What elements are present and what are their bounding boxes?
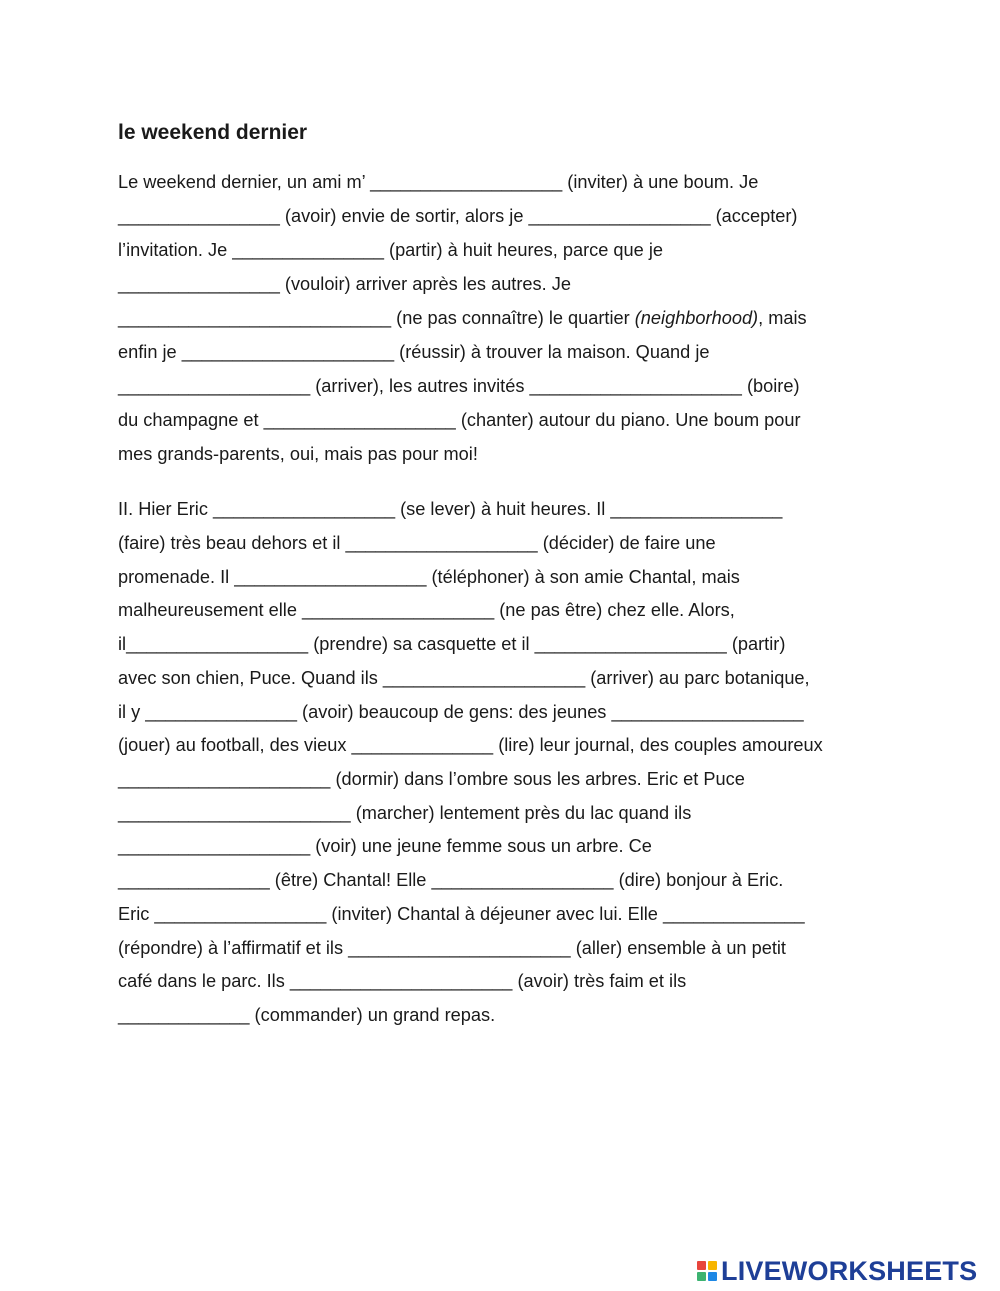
text-line: avec son chien, Puce. Quand ils ____________________ (arriver) au parc botanique, <box>118 668 810 688</box>
text-line: _____________________ (dormir) dans l’ombre sous les arbres. Eric et Puce <box>118 769 745 789</box>
italic-term: (neighborhood) <box>634 308 759 328</box>
logo-text: LIVEWORKSHEETS <box>721 1255 978 1286</box>
text-line: II. Hier Eric __________________ (se lever) à huit heures. Il _________________ <box>118 499 783 519</box>
text-line: Eric _________________ (inviter) Chantal à déjeuner avec lui. Elle ______________ <box>118 904 805 924</box>
text-line <box>118 306 807 330</box>
logo-square <box>708 1272 717 1281</box>
text-line: il y _______________ (avoir) beaucoup de gens: des jeunes ___________________ <box>118 702 804 722</box>
text-line: il__________________ (prendre) sa casquette et il ___________________ (partir) <box>118 634 786 654</box>
text-line: _____________ (commander) un grand repas. <box>118 1005 496 1025</box>
text-line: _______________ (être) Chantal! Elle __________________ (dire) bonjour à Eric. <box>118 870 784 890</box>
logo-square <box>697 1261 706 1270</box>
liveworksheets-logo <box>697 1256 977 1286</box>
text-line: ________________ (avoir) envie de sortir, alors je __________________ (accepter) <box>118 206 798 226</box>
text-segment: ___________________________ (ne pas connaître) le quartier <box>118 308 635 328</box>
logo-square <box>708 1261 717 1270</box>
text-line: Le weekend dernier, un ami m’ ___________________ (inviter) à une boum. Je <box>118 172 759 192</box>
text-line: ___________________ (voir) une jeune femme sous un arbre. Ce <box>118 836 652 856</box>
logo-square <box>697 1272 706 1281</box>
text-line: _______________________ (marcher) lentement près du lac quand ils <box>118 803 692 823</box>
text-segment: , mais <box>758 308 807 328</box>
logo-squares-icon <box>697 1261 717 1281</box>
page-title: le weekend dernier <box>118 121 308 144</box>
text-line: promenade. Il ___________________ (téléphoner) à son amie Chantal, mais <box>118 567 740 587</box>
text-line: (répondre) à l’affirmatif et ils ______________________ (aller) ensemble à un petit <box>118 938 786 958</box>
text-line: du champagne et ___________________ (chanter) autour du piano. Une boum pour <box>118 410 801 430</box>
text-line: (jouer) au football, des vieux ______________ (lire) leur journal, des couples amoureux <box>118 735 823 755</box>
text-line: mes grands-parents, oui, mais pas pour moi! <box>118 444 478 464</box>
text-line: malheureusement elle ___________________ (ne pas être) chez elle. Alors, <box>118 600 735 620</box>
text-line: ___________________ (arriver), les autres invités _____________________ (boire) <box>118 376 800 396</box>
text-line: café dans le parc. Ils ______________________ (avoir) très faim et ils <box>118 971 687 991</box>
text-line: enfin je _____________________ (réussir) à trouver la maison. Quand je <box>118 342 710 362</box>
text-line: ________________ (vouloir) arriver après les autres. Je <box>118 274 571 294</box>
text-line: (faire) très beau dehors et il ___________________ (décider) de faire une <box>118 533 716 553</box>
text-line: l’invitation. Je _______________ (partir) à huit heures, parce que je <box>118 240 663 260</box>
